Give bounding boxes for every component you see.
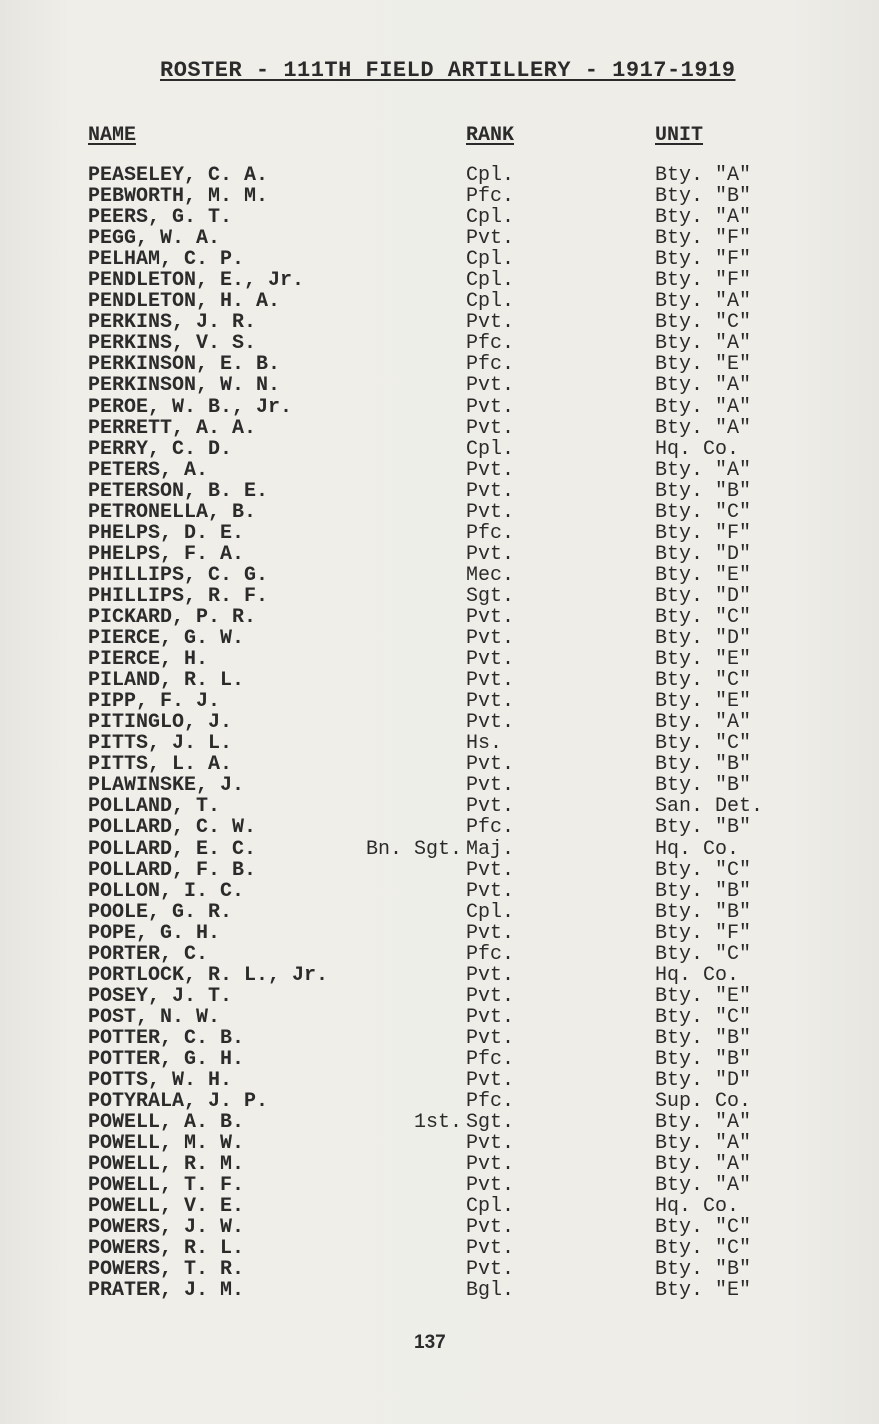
table-row xyxy=(0,439,879,460)
member-unit: Bty. "B" xyxy=(655,1047,752,1071)
table-row xyxy=(0,333,879,354)
member-name: PITTS, L. A. xyxy=(88,753,233,777)
member-name: PERRY, C. D. xyxy=(88,437,233,461)
member-unit: San. Det. xyxy=(655,795,764,819)
member-rank: Pfc. xyxy=(466,521,515,545)
table-row xyxy=(0,291,879,312)
member-rank: Pvt. xyxy=(466,227,515,251)
member-unit: Bty. "B" xyxy=(655,753,752,777)
member-rank: Pvt. xyxy=(466,416,515,440)
member-unit: Bty. "B" xyxy=(655,479,752,503)
member-rank: Pfc. xyxy=(466,185,515,209)
member-name: POWELL, T. F. xyxy=(88,1174,245,1198)
member-rank: Pvt. xyxy=(466,879,515,903)
table-row xyxy=(0,270,879,291)
member-unit: Bty. "B" xyxy=(655,816,752,840)
member-name: PIERCE, G. W. xyxy=(88,627,245,651)
member-name: POWELL, R. M. xyxy=(88,1153,245,1177)
table-row xyxy=(0,775,879,796)
member-unit: Bty. "E" xyxy=(655,563,752,587)
table-row xyxy=(0,354,879,375)
member-name: POWELL, V. E. xyxy=(88,1195,245,1219)
table-row xyxy=(0,712,879,733)
table-row xyxy=(0,544,879,565)
member-name: POLLAND, T. xyxy=(88,795,221,819)
member-rank: Pvt. xyxy=(466,1216,515,1240)
member-name: PLAWINSKE, J. xyxy=(88,774,245,798)
member-name: POLLARD, E. C. xyxy=(88,837,257,861)
member-rank: Pfc. xyxy=(466,332,515,356)
member-unit: Bty. "F" xyxy=(655,921,752,945)
table-row xyxy=(0,628,879,649)
member-rank: Pvt. xyxy=(466,711,515,735)
member-unit: Bty. "D" xyxy=(655,1069,752,1093)
member-unit: Bty. "C" xyxy=(655,1005,752,1029)
member-rank: Pfc. xyxy=(466,353,515,377)
table-row xyxy=(0,207,879,228)
member-name: POLLARD, F. B. xyxy=(88,858,257,882)
member-name: PETRONELLA, B. xyxy=(88,500,257,524)
member-unit: Hq. Co. xyxy=(655,1195,740,1219)
member-rank: Pfc. xyxy=(466,942,515,966)
member-rank: Hs. xyxy=(466,732,503,756)
table-row xyxy=(0,1049,879,1070)
member-unit: Bty. "E" xyxy=(655,648,752,672)
member-unit: Bty. "C" xyxy=(655,1237,752,1261)
member-name: PEERS, G. T. xyxy=(88,206,233,230)
member-unit: Bty. "C" xyxy=(655,1216,752,1240)
member-name: POWELL, A. B. xyxy=(88,1111,245,1135)
table-row xyxy=(0,1091,879,1112)
member-name: POWELL, M. W. xyxy=(88,1132,245,1156)
member-unit: Bty. "A" xyxy=(655,164,752,187)
member-name: PIPP, F. J. xyxy=(88,690,221,714)
member-name: PERRETT, A. A. xyxy=(88,416,257,440)
table-row xyxy=(0,796,879,817)
table-row xyxy=(0,839,879,860)
table-row xyxy=(0,1028,879,1049)
table-row xyxy=(0,1133,879,1154)
member-name: PHILLIPS, R. F. xyxy=(88,584,269,608)
member-name: POWERS, T. R. xyxy=(88,1258,245,1282)
table-row xyxy=(0,817,879,838)
member-name: PERKINSON, W. N. xyxy=(88,374,281,398)
column-header-unit: UNIT xyxy=(655,124,704,147)
member-unit: Bty. "B" xyxy=(655,185,752,209)
table-row xyxy=(0,481,879,502)
member-rank: Pvt. xyxy=(466,1174,515,1198)
table-row xyxy=(0,733,879,754)
table-row xyxy=(0,586,879,607)
table-row xyxy=(0,944,879,965)
member-unit: Bty. "C" xyxy=(655,500,752,524)
member-unit: Bty. "D" xyxy=(655,542,752,566)
member-rank: Cpl. xyxy=(466,1195,515,1219)
member-name: PENDLETON, E., Jr. xyxy=(88,269,305,293)
page-number: 137 xyxy=(414,1332,446,1353)
member-unit: Bty. "C" xyxy=(655,732,752,756)
table-row xyxy=(0,965,879,986)
table-row xyxy=(0,860,879,881)
member-unit: Bty. "B" xyxy=(655,774,752,798)
member-rank: Pvt. xyxy=(466,1153,515,1177)
table-row xyxy=(0,649,879,670)
member-unit: Bty. "C" xyxy=(655,942,752,966)
table-row xyxy=(0,228,879,249)
table-row xyxy=(0,375,879,396)
member-unit: Bty. "A" xyxy=(655,206,752,230)
member-rank: Pvt. xyxy=(466,921,515,945)
member-unit: Hq. Co. xyxy=(655,437,740,461)
member-name: POTTS, W. H. xyxy=(88,1069,233,1093)
member-unit: Bty. "A" xyxy=(655,1174,752,1198)
member-rank: Pvt. xyxy=(466,1237,515,1261)
member-unit: Bty. "F" xyxy=(655,521,752,545)
member-rank: Pvt. xyxy=(466,605,515,629)
table-row xyxy=(0,923,879,944)
member-name: PERKINS, J. R. xyxy=(88,311,257,335)
member-rank: Cpl. xyxy=(466,900,515,924)
member-rank: Sgt. xyxy=(466,584,515,608)
member-name: PERKINS, V. S. xyxy=(88,332,257,356)
column-header-rank: RANK xyxy=(466,124,515,147)
rank-prefix: 1st. xyxy=(413,1111,462,1135)
member-name: POSEY, J. T. xyxy=(88,984,233,1008)
member-name: PICKARD, P. R. xyxy=(88,605,257,629)
member-rank: Cpl. xyxy=(466,164,515,187)
member-unit: Hq. Co. xyxy=(655,963,740,987)
member-name: PETERSON, B. E. xyxy=(88,479,269,503)
member-rank: Maj. xyxy=(466,837,515,861)
member-rank: Pvt. xyxy=(466,374,515,398)
member-rank: Pvt. xyxy=(466,542,515,566)
member-unit: Bty. "F" xyxy=(655,269,752,293)
member-unit: Bty. "D" xyxy=(655,627,752,651)
member-unit: Bty. "A" xyxy=(655,416,752,440)
member-unit: Bty. "A" xyxy=(655,332,752,356)
member-name: POWERS, J. W. xyxy=(88,1216,245,1240)
member-name: PHELPS, F. A. xyxy=(88,542,245,566)
table-row xyxy=(0,502,879,523)
member-name: POTTER, C. B. xyxy=(88,1026,245,1050)
member-rank: Pvt. xyxy=(466,669,515,693)
member-name: PHELPS, D. E. xyxy=(88,521,245,545)
table-row xyxy=(0,1217,879,1238)
member-name: PEGG, W. A. xyxy=(88,227,221,251)
member-unit: Bty. "A" xyxy=(655,374,752,398)
member-rank: Cpl. xyxy=(466,290,515,314)
member-name: POTTER, G. H. xyxy=(88,1047,245,1071)
member-rank: Pfc. xyxy=(466,816,515,840)
member-name: PITTS, J. L. xyxy=(88,732,233,756)
member-unit: Bty. "C" xyxy=(655,605,752,629)
member-name: PEBWORTH, M. M. xyxy=(88,185,269,209)
member-name: PENDLETON, H. A. xyxy=(88,290,281,314)
table-row xyxy=(0,670,879,691)
table-row xyxy=(0,312,879,333)
table-row xyxy=(0,1007,879,1028)
table-row xyxy=(0,249,879,270)
member-rank: Pvt. xyxy=(466,395,515,419)
member-name: PRATER, J. M. xyxy=(88,1279,245,1303)
member-rank: Bgl. xyxy=(466,1279,515,1303)
member-unit: Bty. "A" xyxy=(655,1111,752,1135)
member-name: PITINGLO, J. xyxy=(88,711,233,735)
member-unit: Bty. "A" xyxy=(655,1132,752,1156)
member-name: POWERS, R. L. xyxy=(88,1237,245,1261)
member-unit: Bty. "A" xyxy=(655,458,752,482)
member-name: PELHAM, C. P. xyxy=(88,248,245,272)
table-row xyxy=(0,397,879,418)
table-row xyxy=(0,565,879,586)
member-rank: Pvt. xyxy=(466,627,515,651)
member-name: PORTLOCK, R. L., Jr. xyxy=(88,963,329,987)
member-unit: Sup. Co. xyxy=(655,1090,752,1114)
table-row xyxy=(0,1154,879,1175)
table-row xyxy=(0,754,879,775)
member-unit: Bty. "A" xyxy=(655,395,752,419)
member-rank: Pvt. xyxy=(466,648,515,672)
member-unit: Bty. "B" xyxy=(655,879,752,903)
member-rank: Pvt. xyxy=(466,1026,515,1050)
member-rank: Pvt. xyxy=(466,984,515,1008)
member-rank: Pvt. xyxy=(466,690,515,714)
member-unit: Bty. "E" xyxy=(655,1279,752,1303)
table-row xyxy=(0,186,879,207)
table-row xyxy=(0,418,879,439)
table-row xyxy=(0,1280,879,1301)
table-row xyxy=(0,691,879,712)
member-rank: Pvt. xyxy=(466,795,515,819)
member-unit: Bty. "F" xyxy=(655,248,752,272)
member-rank: Pvt. xyxy=(466,753,515,777)
table-row xyxy=(0,1238,879,1259)
member-rank: Pvt. xyxy=(466,963,515,987)
member-unit: Bty. "C" xyxy=(655,669,752,693)
member-rank: Pvt. xyxy=(466,500,515,524)
member-unit: Hq. Co. xyxy=(655,837,740,861)
table-row xyxy=(0,607,879,628)
table-row xyxy=(0,1259,879,1280)
member-rank: Pvt. xyxy=(466,1258,515,1282)
member-rank: Cpl. xyxy=(466,248,515,272)
table-row xyxy=(0,1112,879,1133)
table-row xyxy=(0,902,879,923)
member-unit: Bty. "D" xyxy=(655,584,752,608)
member-unit: Bty. "A" xyxy=(655,1153,752,1177)
table-row xyxy=(0,986,879,1007)
member-rank: Pvt. xyxy=(466,458,515,482)
member-unit: Bty. "B" xyxy=(655,1026,752,1050)
member-rank: Pvt. xyxy=(466,858,515,882)
page-title: ROSTER - 111TH FIELD ARTILLERY - 1917-1919 xyxy=(160,58,736,83)
table-row xyxy=(0,460,879,481)
member-unit: Bty. "B" xyxy=(655,900,752,924)
member-unit: Bty. "C" xyxy=(655,311,752,335)
member-rank: Pvt. xyxy=(466,1005,515,1029)
member-rank: Pfc. xyxy=(466,1090,515,1114)
member-unit: Bty. "F" xyxy=(655,227,752,251)
member-unit: Bty. "E" xyxy=(655,353,752,377)
column-header-name: NAME xyxy=(88,124,137,147)
member-name: POLLON, I. C. xyxy=(88,879,245,903)
member-name: POOLE, G. R. xyxy=(88,900,233,924)
member-name: PORTER, C. xyxy=(88,942,209,966)
member-rank: Cpl. xyxy=(466,206,515,230)
member-rank: Cpl. xyxy=(466,269,515,293)
table-row xyxy=(0,1070,879,1091)
member-name: PHILLIPS, C. G. xyxy=(88,563,269,587)
member-name: POLLARD, C. W. xyxy=(88,816,257,840)
member-name: PEASELEY, C. A. xyxy=(88,164,269,187)
member-unit: Bty. "A" xyxy=(655,711,752,735)
member-rank: Pvt. xyxy=(466,1069,515,1093)
member-name: PEROE, W. B., Jr. xyxy=(88,395,293,419)
member-rank: Pvt. xyxy=(466,774,515,798)
table-row xyxy=(0,1196,879,1217)
member-rank: Pvt. xyxy=(466,1132,515,1156)
member-unit: Bty. "A" xyxy=(655,290,752,314)
member-name: PERKINSON, E. B. xyxy=(88,353,281,377)
member-name: PILAND, R. L. xyxy=(88,669,245,693)
rank-prefix: Bn. Sgt. xyxy=(365,837,462,861)
member-name: POTYRALA, J. P. xyxy=(88,1090,269,1114)
member-unit: Bty. "E" xyxy=(655,984,752,1008)
member-unit: Bty. "E" xyxy=(655,690,752,714)
member-unit: Bty. "B" xyxy=(655,1258,752,1282)
table-row xyxy=(0,165,879,186)
member-name: PIERCE, H. xyxy=(88,648,209,672)
member-rank: Pvt. xyxy=(466,311,515,335)
member-name: POST, N. W. xyxy=(88,1005,221,1029)
member-unit: Bty. "C" xyxy=(655,858,752,882)
member-name: PETERS, A. xyxy=(88,458,209,482)
member-rank: Cpl. xyxy=(466,437,515,461)
member-rank: Mec. xyxy=(466,563,515,587)
member-rank: Pvt. xyxy=(466,479,515,503)
member-rank: Pfc. xyxy=(466,1047,515,1071)
table-row xyxy=(0,523,879,544)
roster-list xyxy=(0,165,879,1302)
member-name: POPE, G. H. xyxy=(88,921,221,945)
member-rank: Sgt. xyxy=(466,1111,515,1135)
table-row xyxy=(0,881,879,902)
table-row xyxy=(0,1175,879,1196)
